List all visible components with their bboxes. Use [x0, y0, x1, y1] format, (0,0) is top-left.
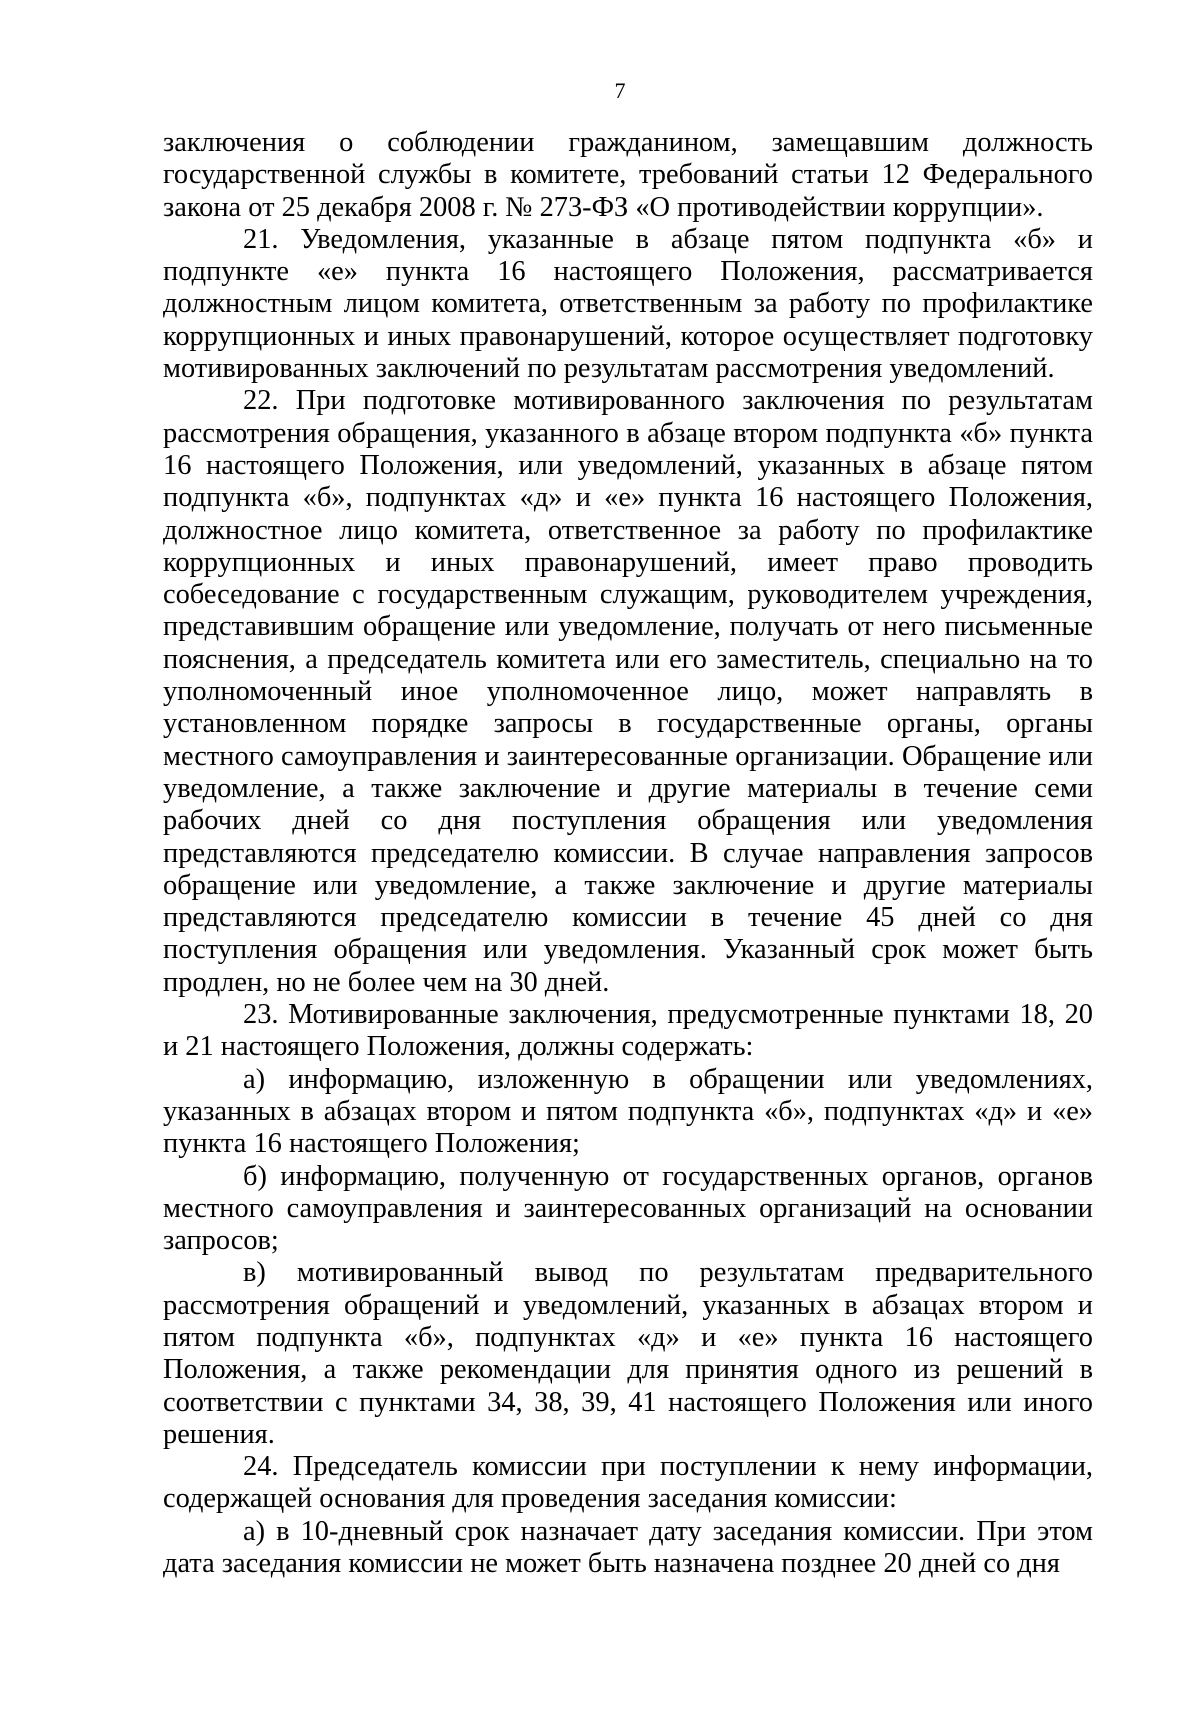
paragraph-23-a: а) информацию, изложенную в обращении или уведомлениях, указанных в абзацах втором и пятом подпункта «б», подпунктах «д» и «е» пункта 16 настоящего Положения;: [163, 1063, 1093, 1160]
paragraph-24: 24. Председатель комиссии при поступлении к нему информации, содержащей основания для проведения заседания комиссии:: [163, 1451, 1093, 1515]
document-body: [163, 127, 1093, 1580]
paragraph-24-a: а) в 10-дневный срок назначает дату заседания комиссии. При этом дата заседания комиссии не может быть назначена позднее 20 дней со дня: [163, 1515, 1093, 1580]
paragraph-23-v: в) мотивированный вывод по результатам предварительного рассмотрения обращений и уведомлений, указанных в абзацах втором и пятом подпункта «б», подпунктах «д» и «е» пункта 16 настоящего Положения, а также рекомендации для принятия одного из решений в соответствии с пунктами 34, 38, 39, 41 настоящего Положения или иного решения.: [163, 1257, 1093, 1450]
page-number: 7: [614, 78, 626, 103]
paragraph-21: 21. Уведомления, указанные в абзаце пятом подпункта «б» и подпункте «е» пункта 16 настоящего Положения, рассматривается должностным лицом комитета, ответственным за работу по профилактике коррупционных и иных правонарушений, которое осуществляет подготовку мотивированных заключений по результатам рассмотрения уведомлений.: [163, 223, 1093, 385]
paragraph-23: 23. Мотивированные заключения, предусмотренные пунктами 18, 20 и 21 настоящего Положения, должны содержать:: [163, 999, 1093, 1063]
paragraph-continuation: заключения о соблюдении гражданином, замещавшим должность государственной службы в комитете, требований статьи 12 Федерального закона от 25 декабря 2008 г. № 273-ФЗ «О противодействии коррупции».: [163, 127, 1093, 223]
paragraph-23-b: б) информацию, полученную от государственных органов, органов местного самоуправления и заинтересованных организаций на основании запросов;: [163, 1160, 1093, 1257]
paragraph-22: 22. При подготовке мотивированного заключения по результатам рассмотрения обращения, указанного в абзаце втором подпункта «б» пункта 16 настоящего Положения, или уведомлений, указанных в абзаце пятом подпункта «б», подпунктах «д» и «е» пункта 16 настоящего Положения, должностное лицо комитета, ответственное за работу по профилактике коррупционных и иных правонарушений, имеет право проводить собеседование с государственным служащим, руководителем учреждения, представившим обращение или уведомление, получать от него письменные пояснения, а председатель комитета или его заместитель, специально на то уполномоченный иное уполномоченное лицо, может направлять в установленном порядке запросы в государственные органы, органы местного самоуправления и заинтересованные организации. Обращение или уведомление, а также заключение и другие материалы в течение семи рабочих дней со дня поступления обращения или уведомления представляются председателю комиссии. В случае направления запросов обращение или уведомление, а также заключение и другие материалы представляются председателю комиссии в течение 45 дней со дня поступления обращения или уведомления. Указанный срок может быть продлен, но не более чем на 30 дней.: [163, 385, 1093, 998]
